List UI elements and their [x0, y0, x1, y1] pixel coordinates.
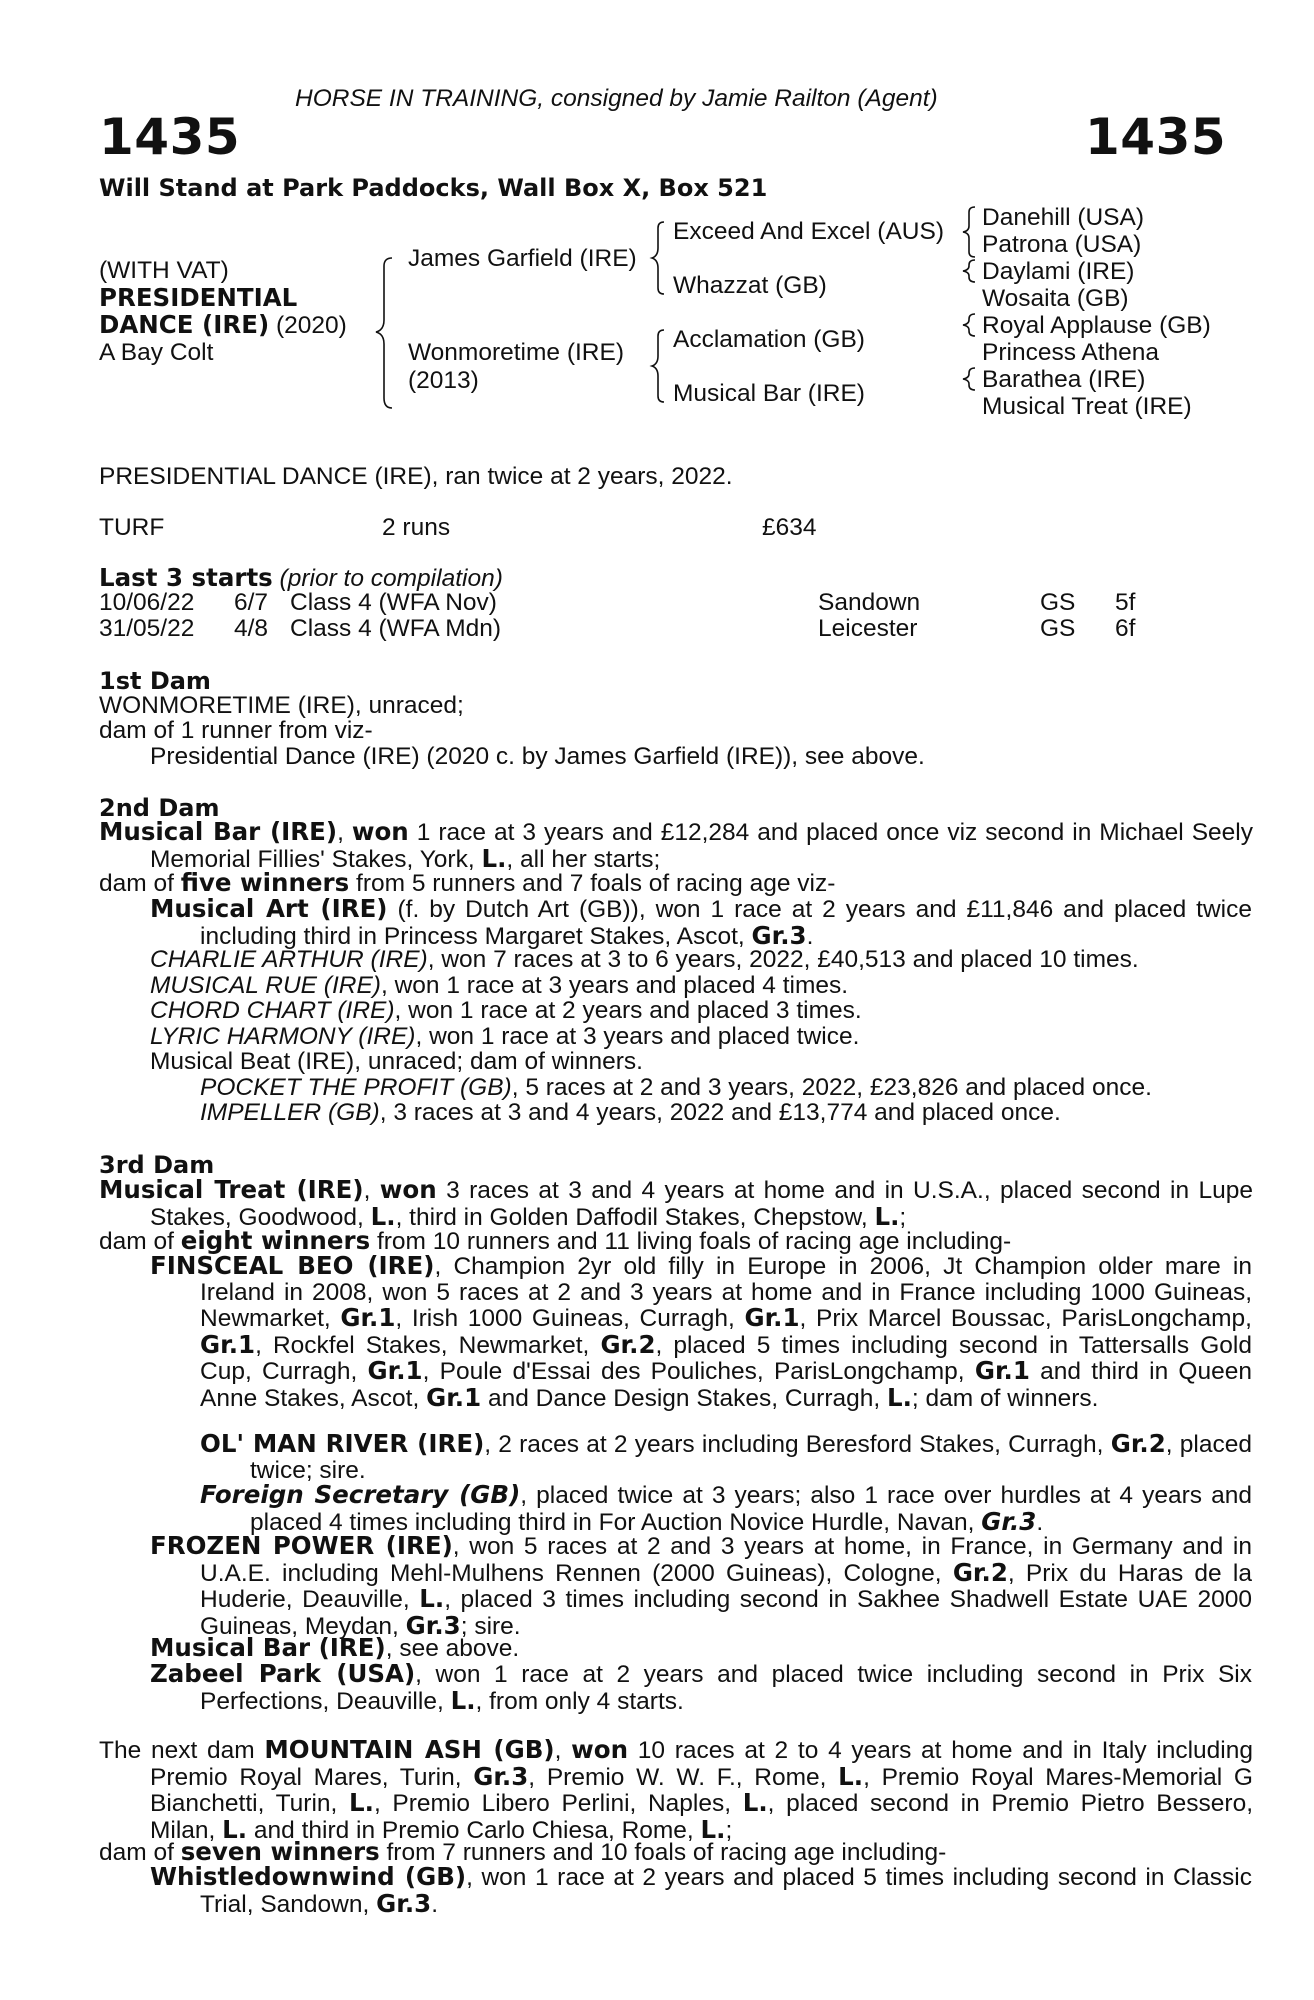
- group-mark: Gr.1: [367, 1356, 423, 1386]
- grand-offspring-impeller: [200, 1100, 1061, 1126]
- listed-mark: L.: [370, 1201, 396, 1231]
- start-row-race: Class 4 (WFA Mdn): [290, 615, 502, 642]
- offspring-lyric-harmony: [150, 1024, 859, 1050]
- turf-earnings: £634: [762, 514, 817, 541]
- pedigree-ssd: Patrona (USA): [982, 231, 1142, 258]
- next-dam-prefix: The next dam: [99, 1737, 265, 1764]
- offspring-text: , placed 5 times including second in Tattersalls Gold Cup, Curragh,: [200, 1331, 1252, 1386]
- brace-ds: [963, 314, 975, 336]
- next-dam-text: 10 races at 2 to 4 years at home and in Italy including Premio Royal Mares, Turin,: [150, 1737, 1254, 1791]
- period: .: [806, 922, 814, 950]
- grand-offspring-pocket: [200, 1075, 1152, 1101]
- offspring-text: , won 1 race at 3 years and placed 4 times.: [380, 972, 849, 999]
- third-dam-text: 3 races at 3 and 4 years at home and in U.S.A., placed second in Lupe Stakes, Goodwood,: [150, 1177, 1253, 1231]
- offspring-text: , placed twice at 3 years; also 1 race over hurdles at 4 years and placed 4 times including third in For Auction Novice Hurdle, Navan,: [250, 1482, 1252, 1536]
- group-mark: Gr.3: [473, 1761, 529, 1791]
- third-dam-heading: 3rd Dam: [99, 1151, 215, 1179]
- horse-year: (2020): [269, 312, 347, 339]
- offspring-name: LYRIC HARMONY (IRE): [150, 1023, 416, 1050]
- group-mark: Gr.2: [600, 1329, 656, 1359]
- pedigree-dss: Royal Applause (GB): [982, 312, 1211, 339]
- third-dam-paragraph: Musical Treat (IRE), won 3 races at 3 and 4 years at home and in U.S.A., placed second in Lupe Stakes, Goodwood, L., third in Golden Daffodil Stakes, Chepstow, L.;: [99, 1175, 1253, 1231]
- second-dam-dam-of: [99, 870, 835, 897]
- pedigree-dam-dam: Musical Bar (IRE): [673, 380, 865, 407]
- offspring-text: , Rockfel Stakes, Newmarket,: [255, 1331, 601, 1359]
- dam-of-suffix: from 7 runners and 10 foals of racing age including-: [379, 1839, 947, 1866]
- brace-main: [376, 258, 392, 408]
- offspring-finsceal-beo: [150, 1253, 1252, 1412]
- offspring-name: OL' MAN RIVER (IRE): [200, 1429, 485, 1458]
- stand-location: Will Stand at Park Paddocks, Wall Box X, Box 521: [99, 174, 768, 202]
- second-dam-won: won: [351, 817, 409, 846]
- offspring-name: Musical Art (IRE): [150, 894, 388, 923]
- start-row-going: GS: [1040, 589, 1076, 616]
- group-mark: Gr.3: [751, 920, 807, 950]
- pedigree-sds: Daylami (IRE): [982, 258, 1135, 285]
- grand-offspring-ol-man-river: [200, 1431, 1252, 1483]
- offspring-musical-art: [150, 896, 1252, 949]
- offspring-text: , Champion 2yr old filly in Europe in 2006, Jt Champion older mare in Ireland in 2008, won 5 races at 2 and 3 years at home and in France including 1000 Guineas, Newmarket,: [200, 1253, 1252, 1333]
- group-mark: Gr.1: [974, 1356, 1030, 1386]
- offspring-name: FROZEN POWER (IRE): [150, 1531, 453, 1560]
- group-mark: Gr.2: [1110, 1429, 1166, 1458]
- offspring-text: , won 5 races at 2 and 3 years at home, in France, in Germany and in U.A.E. including Mehl-Mulhens Rennen (2000 Guineas), Cologne,: [200, 1533, 1252, 1587]
- listed-mark: L.: [742, 1788, 768, 1818]
- second-dam-heading: 2nd Dam: [99, 794, 220, 822]
- dam-of-suffix: from 5 runners and 7 foals of racing age viz-: [349, 870, 836, 897]
- pedigree-dam-line1: Wonmoretime (IRE): [408, 339, 625, 366]
- third-dam-text-end: ;: [899, 1203, 907, 1231]
- listed-mark: L.: [450, 1685, 476, 1715]
- offspring-musical-beat: Musical Beat (IRE), unraced; dam of winners.: [150, 1048, 643, 1075]
- offspring-name: FINSCEAL BEO (IRE): [150, 1251, 435, 1280]
- first-dam-line1: WONMORETIME (IRE), unraced;: [99, 692, 464, 719]
- offspring-text: , 3 races at 3 and 4 years, 2022 and £13,774 and placed once.: [379, 1099, 1061, 1126]
- turf-label: TURF: [99, 514, 165, 541]
- second-dam-text: 1 race at 3 years and £12,284 and placed once viz second in Michael Seely Memorial Fillies' Stakes, York,: [150, 819, 1253, 873]
- next-dam-text: , Premio Libero Perlini, Naples,: [373, 1790, 743, 1818]
- third-dam-name: Musical Treat (IRE): [99, 1175, 364, 1204]
- turf-runs: 2 runs: [382, 514, 451, 541]
- offspring-musical-rue: [150, 973, 848, 999]
- dam-of-winners: eight winners: [180, 1226, 371, 1255]
- pedigree-sire-sire: Exceed And Excel (AUS): [673, 218, 944, 245]
- offspring-name: MUSICAL RUE (IRE): [150, 972, 381, 999]
- offspring-name: Zabeel Park (USA): [150, 1659, 416, 1688]
- period: .: [431, 1890, 438, 1918]
- pedigree-sire: James Garfield (IRE): [408, 245, 637, 272]
- horse-name-line1: PRESIDENTIAL: [99, 283, 298, 312]
- group-mark: Gr.1: [200, 1329, 256, 1359]
- next-dam-text: and third in Premio Carlo Chiesa, Rome,: [247, 1816, 701, 1844]
- offspring-musical-bar: [150, 1635, 519, 1662]
- start-row-going: GS: [1040, 615, 1076, 642]
- start-row-race: Class 4 (WFA Nov): [290, 589, 497, 616]
- offspring-name: CHORD CHART (IRE): [150, 997, 395, 1024]
- offspring-text: , 5 races at 2 and 3 years, 2022, £23,826 and placed once.: [511, 1074, 1152, 1101]
- offspring-name: Musical Bar (IRE): [150, 1633, 386, 1662]
- next-dam-text: , placed second in Premio Pietro Bessero, Milan,: [150, 1790, 1253, 1844]
- offspring-text: , won 1 race at 2 years and placed 5 times including second in Classic Trial, Sandown,: [200, 1864, 1252, 1918]
- listed-mark: L.: [349, 1788, 374, 1818]
- next-dam-paragraph: The next dam MOUNTAIN ASH (GB), won 10 races at 2 to 4 years at home and in Italy including Premio Royal Mares, Turin, Gr.3, Premio W. W. F., Rome, L., Premio Royal Mares-Memorial G Bianchetti, Turin, L., Premio Libero Perlini, Naples, L., placed second in Premio Pietro Bessero, Milan, L. and third in Premio Carlo Chiesa, Rome, L.;: [99, 1735, 1254, 1844]
- consignor-line: HORSE IN TRAINING, consigned by Jamie Railton (Agent): [295, 85, 938, 112]
- start-row-pos: 4/8: [234, 615, 269, 642]
- dam-of-suffix: from 10 runners and 11 living foals of racing age including-: [370, 1228, 1012, 1255]
- first-dam-line3: Presidential Dance (IRE) (2020 c. by James Garfield (IRE)), see above.: [150, 743, 925, 770]
- offspring-name: CHARLIE ARTHUR (IRE): [150, 946, 428, 973]
- first-dam-line2: dam of 1 runner from viz-: [99, 717, 373, 744]
- offspring-text: , Irish 1000 Guineas, Curragh,: [395, 1305, 745, 1333]
- listed-mark: L.: [886, 1382, 912, 1412]
- group-mark: Gr.2: [952, 1557, 1008, 1587]
- last-starts-heading-line: [99, 565, 503, 592]
- start-row-date: 10/06/22: [99, 589, 195, 616]
- start-row-distance: 6f: [1115, 615, 1136, 642]
- dam-of-prefix: dam of: [99, 1839, 181, 1866]
- offspring-text: , from only 4 starts.: [475, 1687, 684, 1715]
- brace-dd: [963, 368, 975, 390]
- dam-of-winners: seven winners: [180, 1837, 380, 1866]
- pedigree-sss: Danehill (USA): [982, 204, 1145, 231]
- pedigree-dam-line2: (2013): [408, 367, 479, 394]
- start-row-date: 31/05/22: [99, 615, 195, 642]
- offspring-text: (f. by Dutch Art (GB)), won 1 race at 2 years and £11,846 and placed twice including third in Princess Margaret Stakes, Ascot,: [200, 896, 1252, 950]
- start-row-distance: 5f: [1115, 589, 1136, 616]
- offspring-text: , see above.: [385, 1635, 520, 1662]
- brace-sd: [963, 260, 975, 282]
- start-row-course: Sandown: [818, 589, 921, 616]
- next-dam-name: MOUNTAIN ASH (GB): [264, 1735, 555, 1764]
- group-mark: Gr.3: [405, 1610, 461, 1640]
- brace-sire: [652, 222, 664, 294]
- first-dam-heading: 1st Dam: [99, 667, 211, 695]
- offspring-text: ; dam of winners.: [911, 1384, 1099, 1412]
- offspring-text: , Prix du Haras de la Huderie, Deauville,: [200, 1559, 1252, 1614]
- listed-mark: L.: [874, 1201, 900, 1231]
- offspring-text: , Prix Marcel Boussac, ParisLongchamp,: [799, 1305, 1252, 1333]
- offspring-text: and third in Queen Anne Stakes, Ascot,: [200, 1358, 1252, 1412]
- offspring-name: POCKET THE PROFIT (GB): [200, 1074, 512, 1101]
- offspring-text: , Poule d'Essai des Pouliches, ParisLongchamp,: [422, 1358, 975, 1386]
- third-dam-won: won: [379, 1175, 437, 1204]
- pedigree-dsd: Princess Athena: [982, 339, 1160, 366]
- pedigree-dam-sire: Acclamation (GB): [673, 326, 865, 353]
- offspring-chord-chart: [150, 998, 862, 1024]
- listed-mark: L.: [700, 1814, 726, 1844]
- pedigree-dds: Barathea (IRE): [982, 366, 1146, 393]
- offspring-name: Foreign Secretary (GB): [200, 1480, 521, 1509]
- offspring-text: , placed twice; sire.: [250, 1431, 1253, 1484]
- group-mark: Gr.1: [340, 1303, 396, 1333]
- offspring-text: , won 1 race at 3 years and placed twice.: [415, 1023, 860, 1050]
- pedigree-sdd: Wosaita (GB): [982, 285, 1129, 312]
- pedigree-sire-dam: Whazzat (GB): [673, 272, 827, 299]
- group-mark: Gr.3: [981, 1506, 1037, 1536]
- second-dam-paragraph: Musical Bar (IRE), won 1 race at 3 years and £12,284 and placed once viz second in Michael Seely Memorial Fillies' Stakes, York, L., all her starts;: [99, 817, 1253, 873]
- listed-mark: L.: [222, 1814, 248, 1844]
- offspring-name: Whistledownwind (GB): [150, 1862, 467, 1891]
- start-row-course: Leicester: [818, 615, 918, 642]
- lot-number-right: 1435: [1085, 108, 1227, 166]
- dam-of-prefix: dam of: [99, 1228, 181, 1255]
- last-starts-note: (prior to compilation): [272, 565, 503, 592]
- last-starts-heading: Last 3 starts: [99, 563, 273, 592]
- dam-of-prefix: dam of: [99, 870, 181, 897]
- group-mark: Gr.1: [744, 1303, 800, 1333]
- third-dam-text: , third in Golden Daffodil Stakes, Chepstow,: [395, 1203, 875, 1231]
- offspring-text: and Dance Design Stakes, Curragh,: [481, 1384, 887, 1412]
- offspring-text: , 2 races at 2 years including Beresford Stakes, Curragh,: [484, 1431, 1111, 1458]
- offspring-text: , won 1 race at 2 years and placed 3 times.: [394, 997, 862, 1024]
- next-dam-text: ;: [725, 1816, 733, 1844]
- listed-mark: L.: [481, 843, 507, 873]
- offspring-text: , placed 3 times including second in Sakhee Shadwell Estate UAE 2000 Guineas, Meydan,: [200, 1586, 1252, 1640]
- offspring-text: , won 7 races at 3 to 6 years, 2022, £40,513 and placed 10 times.: [427, 946, 1139, 973]
- second-dam-name: Musical Bar (IRE): [99, 817, 338, 846]
- dam-of-winners: five winners: [180, 868, 350, 897]
- listed-mark: L.: [419, 1584, 445, 1614]
- grand-offspring-foreign-secretary: [200, 1482, 1252, 1535]
- horse-name-part2: DANCE (IRE): [99, 310, 270, 339]
- offspring-text: ; sire.: [460, 1612, 521, 1640]
- pedigree-ddd: Musical Treat (IRE): [982, 393, 1192, 420]
- next-dam-text: , Premio Royal Mares-Memorial G Bianchetti, Turin,: [150, 1763, 1253, 1818]
- horse-description: A Bay Colt: [99, 339, 214, 366]
- brace-dam: [652, 330, 664, 402]
- start-row-pos: 6/7: [234, 589, 269, 616]
- offspring-charlie-arthur: [150, 947, 1139, 973]
- second-dam-text-end: , all her starts;: [506, 845, 661, 873]
- next-dam-text: , Premio W. W. F., Rome,: [528, 1763, 839, 1791]
- offspring-text: , won 1 race at 2 years and placed twice including second in Prix Six Perfections, Deauville,: [200, 1661, 1252, 1715]
- offspring-name: IMPELLER (GB): [200, 1099, 380, 1126]
- listed-mark: L.: [838, 1761, 864, 1791]
- group-mark: Gr.1: [426, 1382, 482, 1412]
- lot-number-left: 1435: [99, 108, 241, 166]
- race-summary: PRESIDENTIAL DANCE (IRE), ran twice at 2 years, 2022.: [99, 463, 733, 490]
- vat-note: (WITH VAT): [99, 257, 229, 284]
- offspring-zabeel-park: [150, 1661, 1252, 1714]
- offspring-frozen-power: [150, 1533, 1252, 1639]
- group-mark: Gr.3: [376, 1888, 432, 1918]
- brace-ss: [963, 207, 975, 257]
- period: .: [1036, 1508, 1044, 1536]
- offspring-whistledownwind: [150, 1864, 1252, 1917]
- next-dam-won: won: [571, 1735, 629, 1764]
